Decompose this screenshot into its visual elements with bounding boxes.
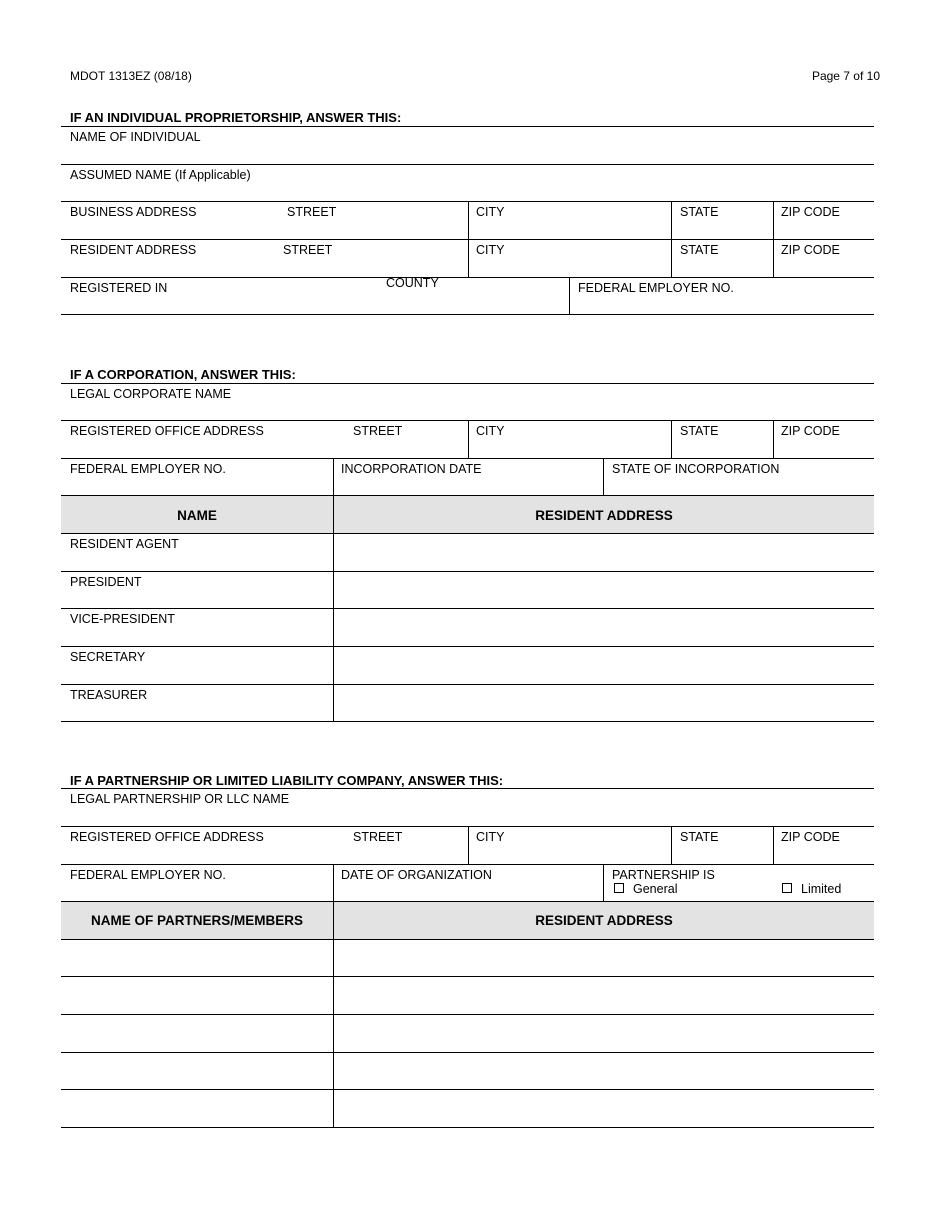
partner-address-cell[interactable] [334, 940, 874, 976]
llc-city-field[interactable]: CITY [476, 830, 505, 844]
legal-corporate-name-field[interactable]: LEGAL CORPORATE NAME [70, 387, 232, 401]
officer-row-secretary[interactable]: SECRETARY [70, 650, 146, 664]
page-number: Page 7 of 10 [811, 69, 880, 83]
corp-city-field[interactable]: CITY [476, 424, 505, 438]
partner-address-cell[interactable] [334, 977, 874, 1014]
partner-name-cell[interactable] [61, 940, 333, 976]
general-label: General [633, 882, 678, 896]
llc-fein-field[interactable]: FEDERAL EMPLOYER NO. [70, 868, 226, 882]
limited-checkbox[interactable] [782, 883, 792, 893]
general-checkbox[interactable] [614, 883, 624, 893]
officer-row-vice-president[interactable]: VICE-PRESIDENT [70, 612, 175, 626]
state-of-incorporation-field[interactable]: STATE OF INCORPORATION [612, 462, 780, 476]
officer-address-column-header: RESIDENT ADDRESS [535, 508, 673, 523]
corporation-section-title: IF A CORPORATION, ANSWER THIS: [70, 367, 296, 382]
business-address-field[interactable]: BUSINESS ADDRESS [70, 205, 197, 219]
corp-fein-field[interactable]: FEDERAL EMPLOYER NO. [70, 462, 226, 476]
registered-in-field[interactable]: REGISTERED IN [70, 281, 168, 295]
llc-state-field[interactable]: STATE [680, 830, 719, 844]
resident-street-label: STREET [283, 243, 333, 257]
assumed-name-field[interactable]: ASSUMED NAME (If Applicable) [70, 168, 251, 182]
county-label: COUNTY [386, 276, 439, 290]
date-of-organization-field[interactable]: DATE OF ORGANIZATION [341, 868, 492, 882]
corp-state-field[interactable]: STATE [680, 424, 719, 438]
llc-office-address-field[interactable]: REGISTERED OFFICE ADDRESS [70, 830, 264, 844]
partner-address-cell[interactable] [334, 1053, 874, 1089]
corp-zip-field[interactable]: ZIP CODE [781, 424, 840, 438]
llc-street-label: STREET [353, 830, 403, 844]
officer-row-treasurer[interactable]: TREASURER [70, 688, 148, 702]
business-city-field[interactable]: CITY [476, 205, 505, 219]
incorporation-date-field[interactable]: INCORPORATION DATE [341, 462, 482, 476]
officer-name-column-header: NAME [177, 508, 217, 523]
business-state-field[interactable]: STATE [680, 205, 719, 219]
resident-address-field[interactable]: RESIDENT ADDRESS [70, 243, 197, 257]
officer-row-resident-agent[interactable]: RESIDENT AGENT [70, 537, 179, 551]
limited-label: Limited [801, 882, 842, 896]
corp-street-label: STREET [353, 424, 403, 438]
partner-name-column-header: NAME OF PARTNERS/MEMBERS [90, 913, 303, 928]
partnership-is-label: PARTNERSHIP IS [612, 868, 715, 882]
officer-row-president[interactable]: PRESIDENT [70, 575, 142, 589]
partnership-section-title: IF A PARTNERSHIP OR LIMITED LIABILITY COMPANY, ANSWER THIS: [70, 773, 504, 788]
llc-zip-field[interactable]: ZIP CODE [781, 830, 840, 844]
partner-name-cell[interactable] [61, 1090, 333, 1127]
corp-office-address-field[interactable]: REGISTERED OFFICE ADDRESS [70, 424, 264, 438]
legal-partnership-name-field[interactable]: LEGAL PARTNERSHIP OR LLC NAME [70, 792, 290, 806]
partner-name-cell[interactable] [61, 1053, 333, 1089]
partner-name-cell[interactable] [61, 1015, 333, 1052]
individual-section-title: IF AN INDIVIDUAL PROPRIETORSHIP, ANSWER THIS: [70, 110, 402, 125]
partner-address-column-header: RESIDENT ADDRESS [535, 913, 673, 928]
individual-fein-field[interactable]: FEDERAL EMPLOYER NO. [578, 281, 734, 295]
partner-address-cell[interactable] [334, 1015, 874, 1052]
resident-zip-field[interactable]: ZIP CODE [781, 243, 840, 257]
business-street-label: STREET [287, 205, 337, 219]
partner-address-cell[interactable] [334, 1090, 874, 1127]
resident-city-field[interactable]: CITY [476, 243, 505, 257]
business-zip-field[interactable]: ZIP CODE [781, 205, 840, 219]
form-id: MDOT 1313EZ (08/18) [70, 69, 192, 83]
partner-name-cell[interactable] [61, 977, 333, 1014]
resident-state-field[interactable]: STATE [680, 243, 719, 257]
name-of-individual-field[interactable]: NAME OF INDIVIDUAL [70, 130, 201, 144]
